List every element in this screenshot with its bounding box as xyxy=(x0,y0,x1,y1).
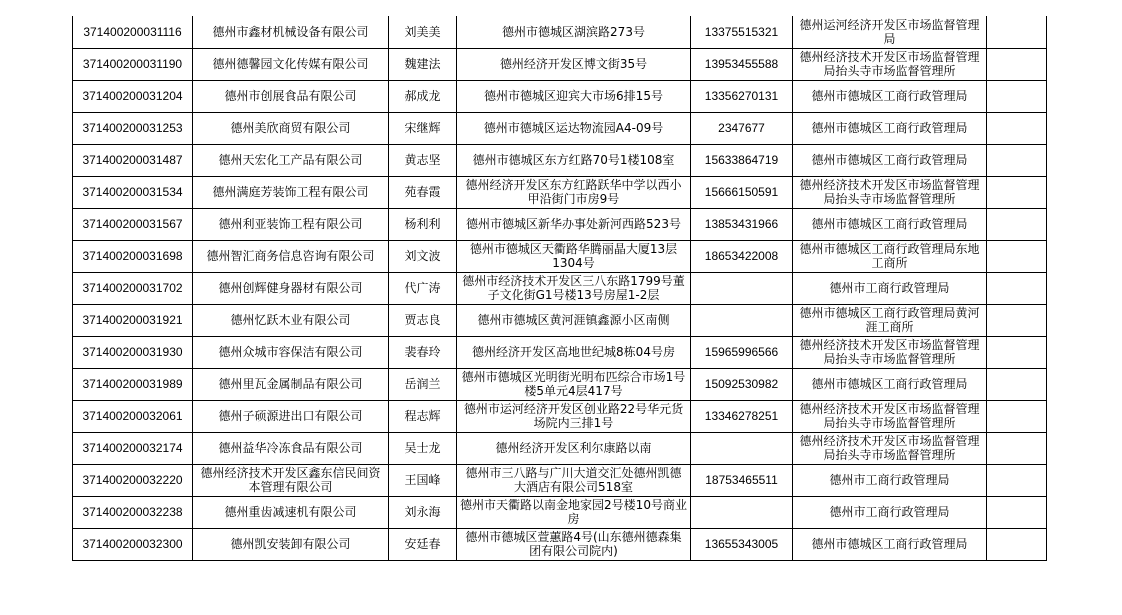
phone-cell: 2347677 xyxy=(691,112,793,144)
address-cell: 德州市德城区萱蕙路4号(山东德州德森集团有限公司院内) xyxy=(457,528,691,560)
company-name-cell: 德州益华冷冻食品有限公司 xyxy=(193,432,389,464)
table-row xyxy=(73,336,1047,368)
phone-cell xyxy=(691,432,793,464)
company-name-cell: 德州众城市容保洁有限公司 xyxy=(193,336,389,368)
address-cell: 德州市德城区光明街光明布匹综合市场1号楼5单元4层417号 xyxy=(457,368,691,400)
table-row xyxy=(73,368,1047,400)
empty-cell xyxy=(987,240,1047,272)
registration-number-cell: 371400200031253 xyxy=(73,112,193,144)
phone-cell: 18753465511 xyxy=(691,464,793,496)
table-row xyxy=(73,112,1047,144)
authority-cell: 德州经济技术开发区市场监督管理局抬头寺市场监督管理所 xyxy=(793,48,987,80)
empty-cell xyxy=(987,432,1047,464)
table-row xyxy=(73,528,1047,560)
registration-number-cell: 371400200031930 xyxy=(73,336,193,368)
phone-cell: 15092530982 xyxy=(691,368,793,400)
legal-representative-cell: 程志辉 xyxy=(389,400,457,432)
address-cell: 德州市德城区迎宾大市场6排15号 xyxy=(457,80,691,112)
company-name-cell: 德州重齿减速机有限公司 xyxy=(193,496,389,528)
empty-cell xyxy=(987,528,1047,560)
legal-representative-cell: 刘美美 xyxy=(389,16,457,48)
empty-cell xyxy=(987,400,1047,432)
empty-cell xyxy=(987,16,1047,48)
phone-cell: 18653422008 xyxy=(691,240,793,272)
empty-cell xyxy=(987,144,1047,176)
legal-representative-cell: 魏建法 xyxy=(389,48,457,80)
authority-cell: 德州市德城区工商行政管理局黄河涯工商所 xyxy=(793,304,987,336)
legal-representative-cell: 王国峰 xyxy=(389,464,457,496)
legal-representative-cell: 杨利利 xyxy=(389,208,457,240)
phone-cell: 13356270131 xyxy=(691,80,793,112)
company-name-cell: 德州市创展食品有限公司 xyxy=(193,80,389,112)
phone-cell: 13375515321 xyxy=(691,16,793,48)
address-cell: 德州经济开发区博文街35号 xyxy=(457,48,691,80)
registration-number-cell: 371400200032061 xyxy=(73,400,193,432)
legal-representative-cell: 代广涛 xyxy=(389,272,457,304)
table-row xyxy=(73,48,1047,80)
table-row xyxy=(73,496,1047,528)
authority-cell: 德州市德城区工商行政管理局 xyxy=(793,208,987,240)
legal-representative-cell: 郝成龙 xyxy=(389,80,457,112)
company-name-cell: 德州利亚装饰工程有限公司 xyxy=(193,208,389,240)
phone-cell: 13346278251 xyxy=(691,400,793,432)
address-cell: 德州经济开发区高地世纪城8栋04号房 xyxy=(457,336,691,368)
legal-representative-cell: 安廷春 xyxy=(389,528,457,560)
registration-number-cell: 371400200032238 xyxy=(73,496,193,528)
table-row xyxy=(73,208,1047,240)
registration-number-cell: 371400200032220 xyxy=(73,464,193,496)
company-name-cell: 德州里瓦金属制品有限公司 xyxy=(193,368,389,400)
table-row xyxy=(73,272,1047,304)
authority-cell: 德州市工商行政管理局 xyxy=(793,496,987,528)
company-name-cell: 德州市鑫材机械设备有限公司 xyxy=(193,16,389,48)
registration-number-cell: 371400200032174 xyxy=(73,432,193,464)
address-cell: 德州市德城区东方红路70号1楼108室 xyxy=(457,144,691,176)
address-cell: 德州市经济技术开发区三八东路1799号董子文化街G1号楼13号房屋1-2层 xyxy=(457,272,691,304)
company-name-cell: 德州天宏化工产品有限公司 xyxy=(193,144,389,176)
table-row xyxy=(73,464,1047,496)
address-cell: 德州经济开发区利尔康路以南 xyxy=(457,432,691,464)
authority-cell: 德州运河经济开发区市场监督管理局 xyxy=(793,16,987,48)
authority-cell: 德州经济技术开发区市场监督管理局抬头寺市场监督管理所 xyxy=(793,336,987,368)
registration-number-cell: 371400200031989 xyxy=(73,368,193,400)
legal-representative-cell: 裴春玲 xyxy=(389,336,457,368)
authority-cell: 德州市德城区工商行政管理局 xyxy=(793,368,987,400)
legal-representative-cell: 宋继辉 xyxy=(389,112,457,144)
address-cell: 德州市德城区运达物流园A4-09号 xyxy=(457,112,691,144)
address-cell: 德州市德城区黄河涯镇鑫源小区南侧 xyxy=(457,304,691,336)
address-cell: 德州市德城区天衢路华腾丽晶大厦13层1304号 xyxy=(457,240,691,272)
address-cell: 德州市德城区湖滨路273号 xyxy=(457,16,691,48)
registration-number-cell: 371400200031702 xyxy=(73,272,193,304)
phone-cell: 13655343005 xyxy=(691,528,793,560)
address-cell: 德州市三八路与广川大道交汇处德州凯德大酒店有限公司518室 xyxy=(457,464,691,496)
empty-cell xyxy=(987,368,1047,400)
phone-cell: 13853431966 xyxy=(691,208,793,240)
phone-cell: 15666150591 xyxy=(691,176,793,208)
company-name-cell: 德州忆跃木业有限公司 xyxy=(193,304,389,336)
legal-representative-cell: 岳润兰 xyxy=(389,368,457,400)
table-row xyxy=(73,400,1047,432)
address-cell: 德州市天衢路以南金地家园2号楼10号商业房 xyxy=(457,496,691,528)
company-name-cell: 德州智汇商务信息咨询有限公司 xyxy=(193,240,389,272)
registration-table xyxy=(72,16,1047,561)
authority-cell: 德州经济技术开发区市场监督管理局抬头寺市场监督管理所 xyxy=(793,400,987,432)
authority-cell: 德州市德城区工商行政管理局 xyxy=(793,528,987,560)
phone-cell xyxy=(691,304,793,336)
address-cell: 德州市运河经济开发区创业路22号华元货场院内三排1号 xyxy=(457,400,691,432)
address-cell: 德州市德城区新华办事处新河西路523号 xyxy=(457,208,691,240)
registration-number-cell: 371400200031116 xyxy=(73,16,193,48)
phone-cell: 15633864719 xyxy=(691,144,793,176)
table-body xyxy=(73,16,1047,560)
phone-cell: 15965996566 xyxy=(691,336,793,368)
registration-number-cell: 371400200031698 xyxy=(73,240,193,272)
phone-cell xyxy=(691,272,793,304)
company-name-cell: 德州子硕源进出口有限公司 xyxy=(193,400,389,432)
registration-number-cell: 371400200031567 xyxy=(73,208,193,240)
phone-cell xyxy=(691,496,793,528)
empty-cell xyxy=(987,112,1047,144)
empty-cell xyxy=(987,464,1047,496)
empty-cell xyxy=(987,304,1047,336)
legal-representative-cell: 黄志坚 xyxy=(389,144,457,176)
table-row xyxy=(73,16,1047,48)
empty-cell xyxy=(987,336,1047,368)
company-name-cell: 德州创辉健身器材有限公司 xyxy=(193,272,389,304)
legal-representative-cell: 苑春霞 xyxy=(389,176,457,208)
company-name-cell: 德州经济技术开发区鑫东信民间资本管理有限公司 xyxy=(193,464,389,496)
empty-cell xyxy=(987,48,1047,80)
company-name-cell: 德州美欣商贸有限公司 xyxy=(193,112,389,144)
authority-cell: 德州市德城区工商行政管理局 xyxy=(793,144,987,176)
table-row xyxy=(73,80,1047,112)
table-row xyxy=(73,144,1047,176)
registration-number-cell: 371400200032300 xyxy=(73,528,193,560)
registration-number-cell: 371400200031921 xyxy=(73,304,193,336)
authority-cell: 德州市德城区工商行政管理局 xyxy=(793,112,987,144)
legal-representative-cell: 刘文波 xyxy=(389,240,457,272)
authority-cell: 德州市工商行政管理局 xyxy=(793,272,987,304)
authority-cell: 德州市德城区工商行政管理局 xyxy=(793,80,987,112)
phone-cell: 13953455588 xyxy=(691,48,793,80)
address-cell: 德州经济开发区东方红路跃华中学以西小甲沿街门市房9号 xyxy=(457,176,691,208)
company-name-cell: 德州满庭芳装饰工程有限公司 xyxy=(193,176,389,208)
authority-cell: 德州经济技术开发区市场监督管理局抬头寺市场监督管理所 xyxy=(793,432,987,464)
empty-cell xyxy=(987,272,1047,304)
table-row xyxy=(73,304,1047,336)
empty-cell xyxy=(987,496,1047,528)
legal-representative-cell: 吴士龙 xyxy=(389,432,457,464)
registration-number-cell: 371400200031190 xyxy=(73,48,193,80)
company-name-cell: 德州凯安装卸有限公司 xyxy=(193,528,389,560)
authority-cell: 德州市工商行政管理局 xyxy=(793,464,987,496)
legal-representative-cell: 刘永海 xyxy=(389,496,457,528)
empty-cell xyxy=(987,80,1047,112)
authority-cell: 德州市德城区工商行政管理局东地工商所 xyxy=(793,240,987,272)
table-row xyxy=(73,240,1047,272)
table-row xyxy=(73,432,1047,464)
table-row xyxy=(73,176,1047,208)
authority-cell: 德州经济技术开发区市场监督管理局抬头寺市场监督管理所 xyxy=(793,176,987,208)
registration-number-cell: 371400200031204 xyxy=(73,80,193,112)
registration-number-cell: 371400200031487 xyxy=(73,144,193,176)
empty-cell xyxy=(987,208,1047,240)
legal-representative-cell: 贾志良 xyxy=(389,304,457,336)
empty-cell xyxy=(987,176,1047,208)
registration-number-cell: 371400200031534 xyxy=(73,176,193,208)
company-name-cell: 德州德馨园文化传媒有限公司 xyxy=(193,48,389,80)
